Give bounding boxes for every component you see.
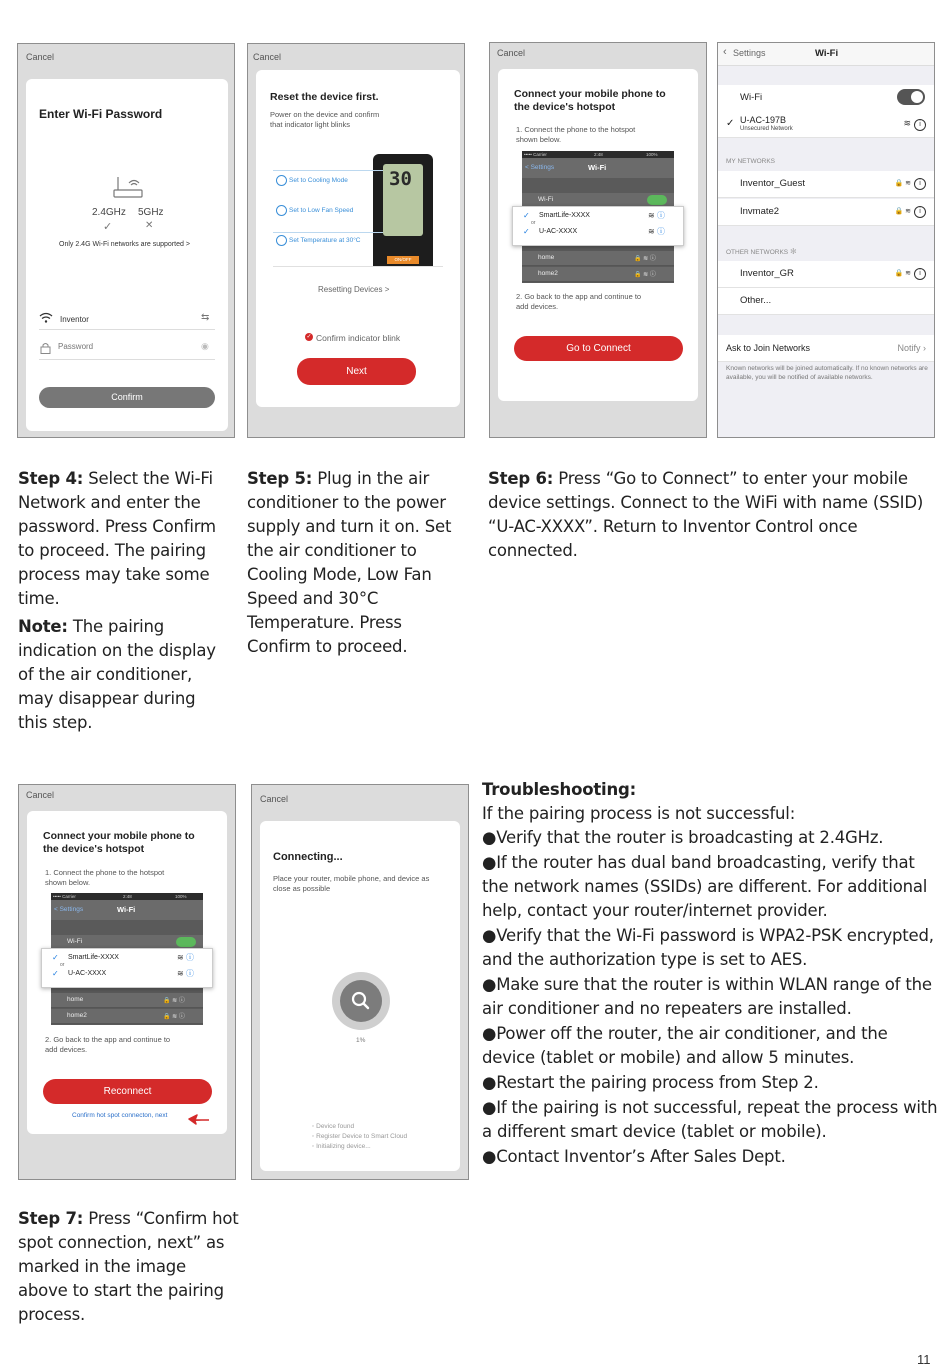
section-other-networks: OTHER NETWORKS ✻ (726, 247, 797, 256)
connecting-card (260, 821, 460, 1171)
divider (39, 329, 215, 330)
connecting-instructions: Place your router, mobile phone, and device as close as possible (273, 874, 430, 893)
page-title: Connecting... (273, 851, 343, 863)
check-icon: ✓ (52, 969, 59, 978)
bullet-icon: ● (482, 1098, 497, 1117)
status-item: ◦ Register Device to Smart Cloud (312, 1133, 408, 1140)
remote-leader-line (273, 266, 443, 267)
step4-note: Note: The pairing indication on the display of the air conditioner, may disappear during this step. (18, 617, 216, 732)
screenshot-ios-wifi-settings (717, 42, 935, 438)
wifi-toggle-row: Wi-Fi (718, 85, 934, 112)
mini-network-home2: home2 🔒 ≋ ⓘ (522, 267, 674, 282)
toggle-icon (176, 937, 196, 947)
step4-text: Step 4: Select the Wi-Fi Network and enter the password. Press Confirm to proceed. The pairing process may take some time. (18, 469, 216, 608)
remote-display (383, 164, 423, 236)
ssid-u-ac: U-AC-XXXX (68, 970, 107, 977)
network-name: Inventor (60, 315, 89, 324)
page-number: 11 (917, 1352, 931, 1367)
confirm-check-icon[interactable]: ✓ (306, 334, 312, 340)
step6-text: Step 6: Press “Go to Connect” to enter your mobile device settings. Connect to the WiFi with name (SSID) “U-AC-XXXX”. Return to Inventor Control once connected. (488, 469, 924, 560)
page-title: Connect your mobile phone to the device's hotspot (514, 88, 666, 113)
ssid-smartlife: SmartLife-XXXX (539, 212, 590, 219)
settings-back-link[interactable]: Settings (733, 48, 766, 58)
page-title: Connect your mobile phone to the device's hotspot (43, 830, 195, 855)
bullet-icon: ● (482, 853, 497, 872)
current-network-row[interactable] (718, 111, 934, 138)
mini-network-home: home 🔒 ≋ ⓘ (522, 251, 674, 266)
instruction-step-2: 2. Go back to the app and continue to add devices. (45, 1035, 171, 1054)
confirm-indicator-blink[interactable]: Confirm indicator blink (316, 333, 401, 343)
bullet-icon: ● (482, 1024, 497, 1043)
network-row-inventor-gr[interactable]: Inventor_GR 🔒 ≋ i (718, 261, 934, 288)
next-button[interactable]: Next (297, 358, 416, 385)
screenshot-connecting (251, 784, 469, 1180)
lock-wifi-info-icons[interactable]: 🔒 ≋ i (894, 178, 926, 190)
step5-text: Step 5: Plug in the air conditioner to the power supply and turn it on. Set the air conditioner to Cooling Mode, Low Fan Speed and 30°C Temperature. Press Confirm to proceed. (247, 469, 452, 656)
instruction-step-1: 1. Connect the phone to the hotspot shown below. (45, 868, 165, 887)
current-ssid: U-AC-197B (740, 115, 787, 125)
supported-networks-note[interactable]: Only 2.4G Wi-Fi networks are supported > (59, 241, 190, 248)
wifi-password-card (26, 79, 228, 431)
option-temperature: Set Temperature at 30°C (289, 237, 361, 244)
troubleshooting-item: ●Make sure that the router is within WLAN range of the air conditioner and no repeaters are installed. (482, 975, 932, 1018)
chevron-right-icon: › (923, 343, 926, 353)
network-row-invmate2[interactable]: Invmate2 🔒 ≋ i (718, 199, 934, 226)
wifi-info-icons: ≋ ⓘ (177, 969, 194, 978)
ask-to-join-row[interactable] (718, 335, 934, 362)
bullet-icon: ● (482, 975, 497, 994)
check-icon: ✓ (726, 118, 735, 129)
switch-network-icon[interactable]: ⇆ (201, 312, 210, 323)
bullet-icon: ● (482, 926, 497, 945)
wifi-info-icons: ≋ ⓘ (648, 211, 665, 220)
spinner-icon: ✻ (789, 247, 797, 256)
bullet-icon: ● (482, 1147, 497, 1166)
network-row-inventor-guest[interactable]: Inventor_Guest 🔒 ≋ i (718, 171, 934, 198)
go-to-connect-button[interactable]: Go to Connect (514, 336, 683, 361)
hotspot-ssid-popup (41, 948, 213, 988)
mini-nav-bar: < Settings Wi-Fi (522, 158, 674, 178)
back-chevron-icon[interactable]: ‹ (723, 46, 727, 58)
ssid-smartlife: SmartLife-XXXX (68, 954, 119, 961)
lock-wifi-info-icons[interactable]: 🔒 ≋ i (894, 268, 926, 280)
mini-wifi-row: Wi-Fi (522, 193, 674, 208)
ios-nav-bar (718, 43, 934, 66)
remote-temperature: 30 (389, 168, 412, 190)
cancel-link[interactable]: Cancel (26, 790, 55, 800)
cancel-link[interactable]: Cancel (253, 52, 282, 62)
troubleshooting-item: ●Verify that the router is broadcasting at 2.4GHz. (482, 828, 884, 847)
remote-onoff-button: ON/OFF (387, 256, 419, 264)
step7-text: Step 7: Press “Confirm hot spot connection, next” as marked in the image above to start the pairing process. (18, 1209, 239, 1324)
wifi-toggle[interactable] (897, 89, 925, 105)
password-input[interactable] (58, 342, 188, 351)
band-24ghz-label: 2.4GHz (92, 207, 126, 218)
troubleshooting-item: ●Contact Inventor’s After Sales Dept. (482, 1147, 786, 1166)
troubleshooting-section (482, 778, 944, 1170)
band-5ghz-label: 5GHz (138, 207, 164, 218)
radio-icon (276, 205, 287, 216)
radio-icon (276, 235, 287, 246)
divider (39, 359, 215, 360)
cancel-link[interactable]: Cancel (26, 52, 55, 62)
eye-icon[interactable]: ◉ (201, 341, 209, 351)
bullet-icon: ● (482, 1073, 497, 1092)
mini-network-home: home 🔒 ≋ ⓘ (51, 993, 203, 1008)
mini-nav-bar: < Settings Wi-Fi (51, 900, 203, 920)
section-my-networks: MY NETWORKS (726, 158, 775, 165)
screenshot-connect-hotspot (489, 42, 707, 438)
troubleshooting-intro: If the pairing process is not successful: (482, 804, 796, 823)
mini-wifi-row: Wi-Fi (51, 935, 203, 950)
reconnect-button[interactable]: Reconnect (43, 1079, 212, 1104)
screenshot-reset-device (247, 43, 465, 438)
confirm-button[interactable]: Confirm (39, 387, 215, 408)
troubleshooting-title: Troubleshooting: (482, 780, 637, 799)
ssid-u-ac: U-AC-XXXX (539, 228, 578, 235)
ask-to-join-value: Notify › (897, 343, 926, 353)
troubleshooting-item: ●If the router has dual band broadcasting, verify that the network names (SSIDs) are different. For additional help, contact your router/internet provider. (482, 853, 928, 920)
page-title: Enter Wi-Fi Password (39, 107, 163, 121)
confirm-hotspot-link[interactable]: Confirm hot spot connecton, next (72, 1112, 168, 1119)
check-icon: ✓ (523, 211, 530, 220)
or-label: or (531, 220, 536, 226)
lock-icon (40, 342, 51, 354)
mini-status-bar: ••••• Carrier 2:48 100% (51, 893, 203, 900)
check-icon: ✓ (103, 221, 113, 233)
network-security-status: Unsecured Network (740, 126, 793, 132)
troubleshooting-item: ●Power off the router, the air conditioner, and the device (tablet or mobile) and allow 5 minutes. (482, 1024, 888, 1067)
or-label: or (60, 962, 65, 968)
mini-status-bar: ••••• Carrier 2:48 100% (522, 151, 674, 158)
instruction-step-2: 2. Go back to the app and continue to add devices. (516, 292, 642, 311)
status-list (312, 1122, 407, 1152)
mini-network-home2: home2 🔒 ≋ ⓘ (51, 1009, 203, 1024)
cancel-link[interactable]: Cancel (497, 48, 526, 58)
instruction-step-1: 1. Connect the phone to the hotspot shown below. (516, 125, 636, 144)
wifi-info-icons[interactable]: ≋ i (903, 118, 926, 131)
radio-icon (276, 175, 287, 186)
cancel-link[interactable]: Cancel (260, 794, 289, 804)
reset-instructions: Power on the device and confirm that indicator light blinks (270, 110, 380, 129)
dot-icon: ◦ (312, 1133, 315, 1140)
bullet-icon: ● (482, 828, 497, 847)
dot-icon: ◦ (312, 1143, 315, 1150)
screenshot-enter-wifi-password (17, 43, 235, 438)
option-cooling-mode: Set to Cooling Mode (289, 177, 348, 184)
arrow-icon (188, 1113, 210, 1125)
toggle-icon (647, 195, 667, 205)
ask-to-join-footnote: Known networks will be joined automatically. If no known networks are available, you will be notified of available networks. (726, 365, 928, 381)
lock-wifi-info-icons[interactable]: 🔒 ≋ i (894, 206, 926, 218)
remote-leader-line (273, 170, 383, 171)
hotspot-ssid-popup (512, 206, 684, 246)
page-title: Reset the device first. (270, 91, 379, 103)
status-item: ◦ Device found (312, 1123, 355, 1130)
option-low-fan-speed: Set to Low Fan Speed (289, 207, 354, 214)
cross-icon: ✕ (145, 220, 154, 231)
ask-to-join-label: Ask to Join Networks (726, 343, 811, 353)
router-icon (112, 174, 144, 200)
wifi-icon (39, 312, 53, 323)
resetting-devices-link[interactable]: Resetting Devices > (318, 285, 390, 294)
progress-percent: 1% (356, 1037, 366, 1044)
network-row-other[interactable]: Other... (718, 288, 934, 315)
wifi-info-icons: ≋ ⓘ (177, 953, 194, 962)
troubleshooting-item: ●If the pairing is not successful, repeat the process with a different smart device (tablet or mobile). (482, 1098, 938, 1141)
screenshot-reconnect-hotspot (18, 784, 236, 1180)
troubleshooting-item: ●Restart the pairing process from Step 2. (482, 1073, 819, 1092)
status-item: ◦ Initializing device... (312, 1143, 371, 1150)
page-title: Wi-Fi (815, 48, 839, 59)
check-icon: ✓ (52, 953, 59, 962)
connecting-progress (331, 971, 391, 1031)
wifi-info-icons: ≋ ⓘ (648, 227, 665, 236)
remote-leader-line (273, 232, 383, 233)
dot-icon: ◦ (312, 1123, 315, 1130)
check-icon: ✓ (523, 227, 530, 236)
troubleshooting-item: ●Verify that the Wi-Fi password is WPA2-PSK encrypted, and the authorization type is set to AES. (482, 926, 934, 969)
